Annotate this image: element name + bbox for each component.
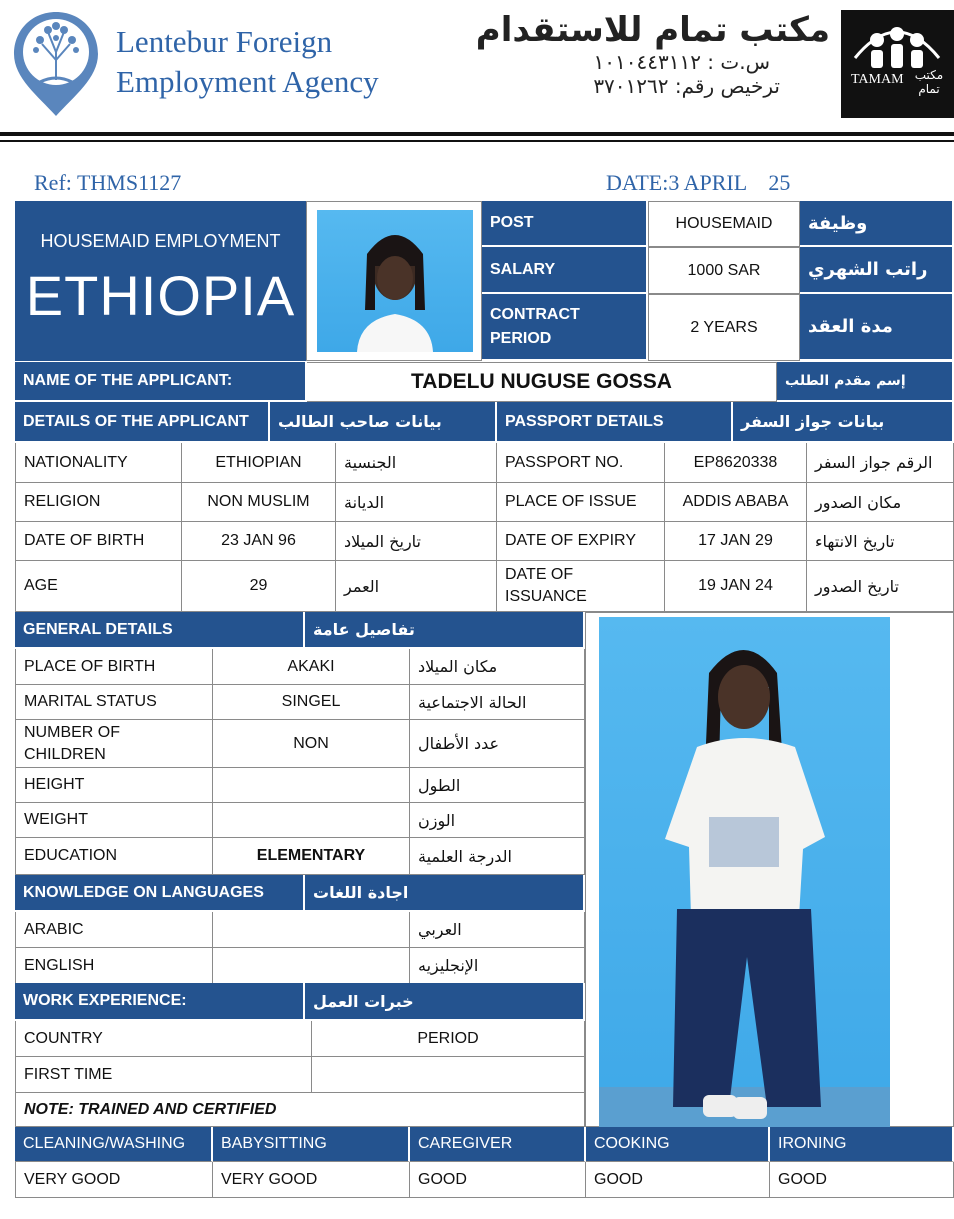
general-label-ar: الدرجة العلمية [410,838,585,875]
banner [15,201,306,361]
work-row-country: FIRST TIME [15,1057,312,1093]
passport-label: DATE OF ISSUANCE [497,561,665,612]
passport-label-ar: مكان الصدور [807,483,954,522]
work-header-ar: خبرات العمل [305,983,585,1021]
agency-name-en [116,22,379,102]
header-rule-thin [0,140,954,142]
agency-name-line2: Employment Agency [116,64,379,99]
passport-value: 17 JAN 29 [665,522,807,561]
general-header-ar: تفاصيل عامة [305,612,585,649]
general-label-ar: عدد الأطفال [410,720,585,768]
passport-label: PASSPORT NO. [497,443,665,483]
job-label-ar: راتب الشهري [800,247,954,294]
general-value [213,803,410,838]
passport-value: 19 JAN 24 [665,561,807,612]
general-label-ar: الحالة الاجتماعية [410,685,585,720]
passport-value: ADDIS ABABA [665,483,807,522]
details-header: DETAILS OF THE APPLICANT [15,402,270,443]
skill-name: CAREGIVER [410,1127,586,1162]
work-header: WORK EXPERIENCE: [15,983,305,1021]
skill-name: CLEANING/WASHING [15,1127,213,1162]
languages-header: KNOWLEDGE ON LANGUAGES [15,875,305,912]
details-label-ar: تاريخ الميلاد [336,522,497,561]
details-label: NATIONALITY [15,443,182,483]
agency-name-line1: Lentebur Foreign [116,24,333,59]
skill-name: COOKING [586,1127,770,1162]
banner-subtitle: HOUSEMAID EMPLOYMENT [40,231,281,251]
passport-label-ar: تاريخ الصدور [807,561,954,612]
general-label: MARITAL STATUS [15,685,213,720]
job-label: SALARY [482,247,648,294]
details-label-ar: الجنسية [336,443,497,483]
general-label-ar: مكان الميلاد [410,649,585,685]
passport-label-ar: تاريخ الانتهاء [807,522,954,561]
ref-number: Ref: THMS1127 [34,170,182,195]
agency-ar-license: ترخيص رقم: ٣٧٠١٢٦٢ [593,74,780,98]
skill-level: VERY GOOD [15,1162,213,1198]
skill-level: GOOD [770,1162,954,1198]
headshot-frame [306,201,482,361]
general-value [213,768,410,803]
note: NOTE: TRAINED AND CERTIFIED [15,1093,585,1127]
passport-label: DATE OF EXPIRY [497,522,665,561]
job-label: POST [482,201,648,247]
passport-header: PASSPORT DETAILS [497,402,733,443]
passport-header-ar: بيانات جواز السفر [733,402,954,443]
language-label-ar: العربي [410,912,585,948]
details-label: RELIGION [15,483,182,522]
job-label-ar: وظيفة [800,201,954,247]
general-value: SINGEL [213,685,410,720]
agency-ar-title: مكتب تمام للاستقدام [475,10,830,50]
general-label-ar: الوزن [410,803,585,838]
tamam-logo [841,10,954,118]
job-value: 1000 SAR [648,247,800,294]
job-value: 2 YEARS [648,294,800,361]
details-label-ar: العمر [336,561,497,612]
details-value: NON MUSLIM [182,483,336,522]
fullbody-frame [585,612,954,1127]
tamam-logo-en: TAMAM [851,72,904,87]
applicant-name-label-ar: إسم مقدم الطلب [777,362,954,402]
headshot-photo [317,210,473,352]
passport-value: EP8620338 [665,443,807,483]
details-value: 23 JAN 96 [182,522,336,561]
banner-country: ETHIOPIA [25,264,296,327]
language-value [213,948,410,984]
document-date: DATE:3 APRIL 25 [606,170,791,195]
general-header: GENERAL DETAILS [15,612,305,649]
general-value: AKAKI [213,649,410,685]
agency-logo [10,8,102,120]
skill-level: GOOD [586,1162,770,1198]
agency-ar-cr: س.ت : ١٠١٠٤٤٣١١٢ [593,50,770,74]
agency-name-ar [440,10,830,98]
details-value: 29 [182,561,336,612]
tamam-logo-ar: مكتب تمام [914,68,944,96]
passport-label: PLACE OF ISSUE [497,483,665,522]
general-label: PLACE OF BIRTH [15,649,213,685]
language-label: ARABIC [15,912,213,948]
language-label: ENGLISH [15,948,213,984]
job-label-ar: مدة العقد [800,294,954,361]
general-label: EDUCATION [15,838,213,875]
details-label-ar: الديانة [336,483,497,522]
fullbody-photo [599,617,890,1133]
language-label-ar: الإنجليزيه [410,948,585,984]
general-value: ELEMENTARY [213,838,410,875]
language-value [213,912,410,948]
general-label: WEIGHT [15,803,213,838]
work-row-period [312,1057,585,1093]
passport-label-ar: الرقم جواز السفر [807,443,954,483]
header-rule-thick [0,132,954,136]
skill-name: BABYSITTING [213,1127,410,1162]
languages-header-ar: اجادة اللغات [305,875,585,912]
skill-level: GOOD [410,1162,586,1198]
job-label: CONTRACT PERIOD [482,294,648,361]
details-label: AGE [15,561,182,612]
work-col-period: PERIOD [312,1021,585,1057]
details-value: ETHIOPIAN [182,443,336,483]
details-header-ar: بيانات صاحب الطالب [270,402,497,443]
general-label-ar: الطول [410,768,585,803]
general-label: HEIGHT [15,768,213,803]
general-label: NUMBER OF CHILDREN [15,720,213,768]
applicant-name-label: NAME OF THE APPLICANT: [15,362,307,402]
skill-name: IRONING [770,1127,954,1162]
job-value: HOUSEMAID [648,201,800,247]
applicant-name: TADELU NUGUSE GOSSA [307,362,777,402]
general-value: NON [213,720,410,768]
work-col-country: COUNTRY [15,1021,312,1057]
skill-level: VERY GOOD [213,1162,410,1198]
details-label: DATE OF BIRTH [15,522,182,561]
